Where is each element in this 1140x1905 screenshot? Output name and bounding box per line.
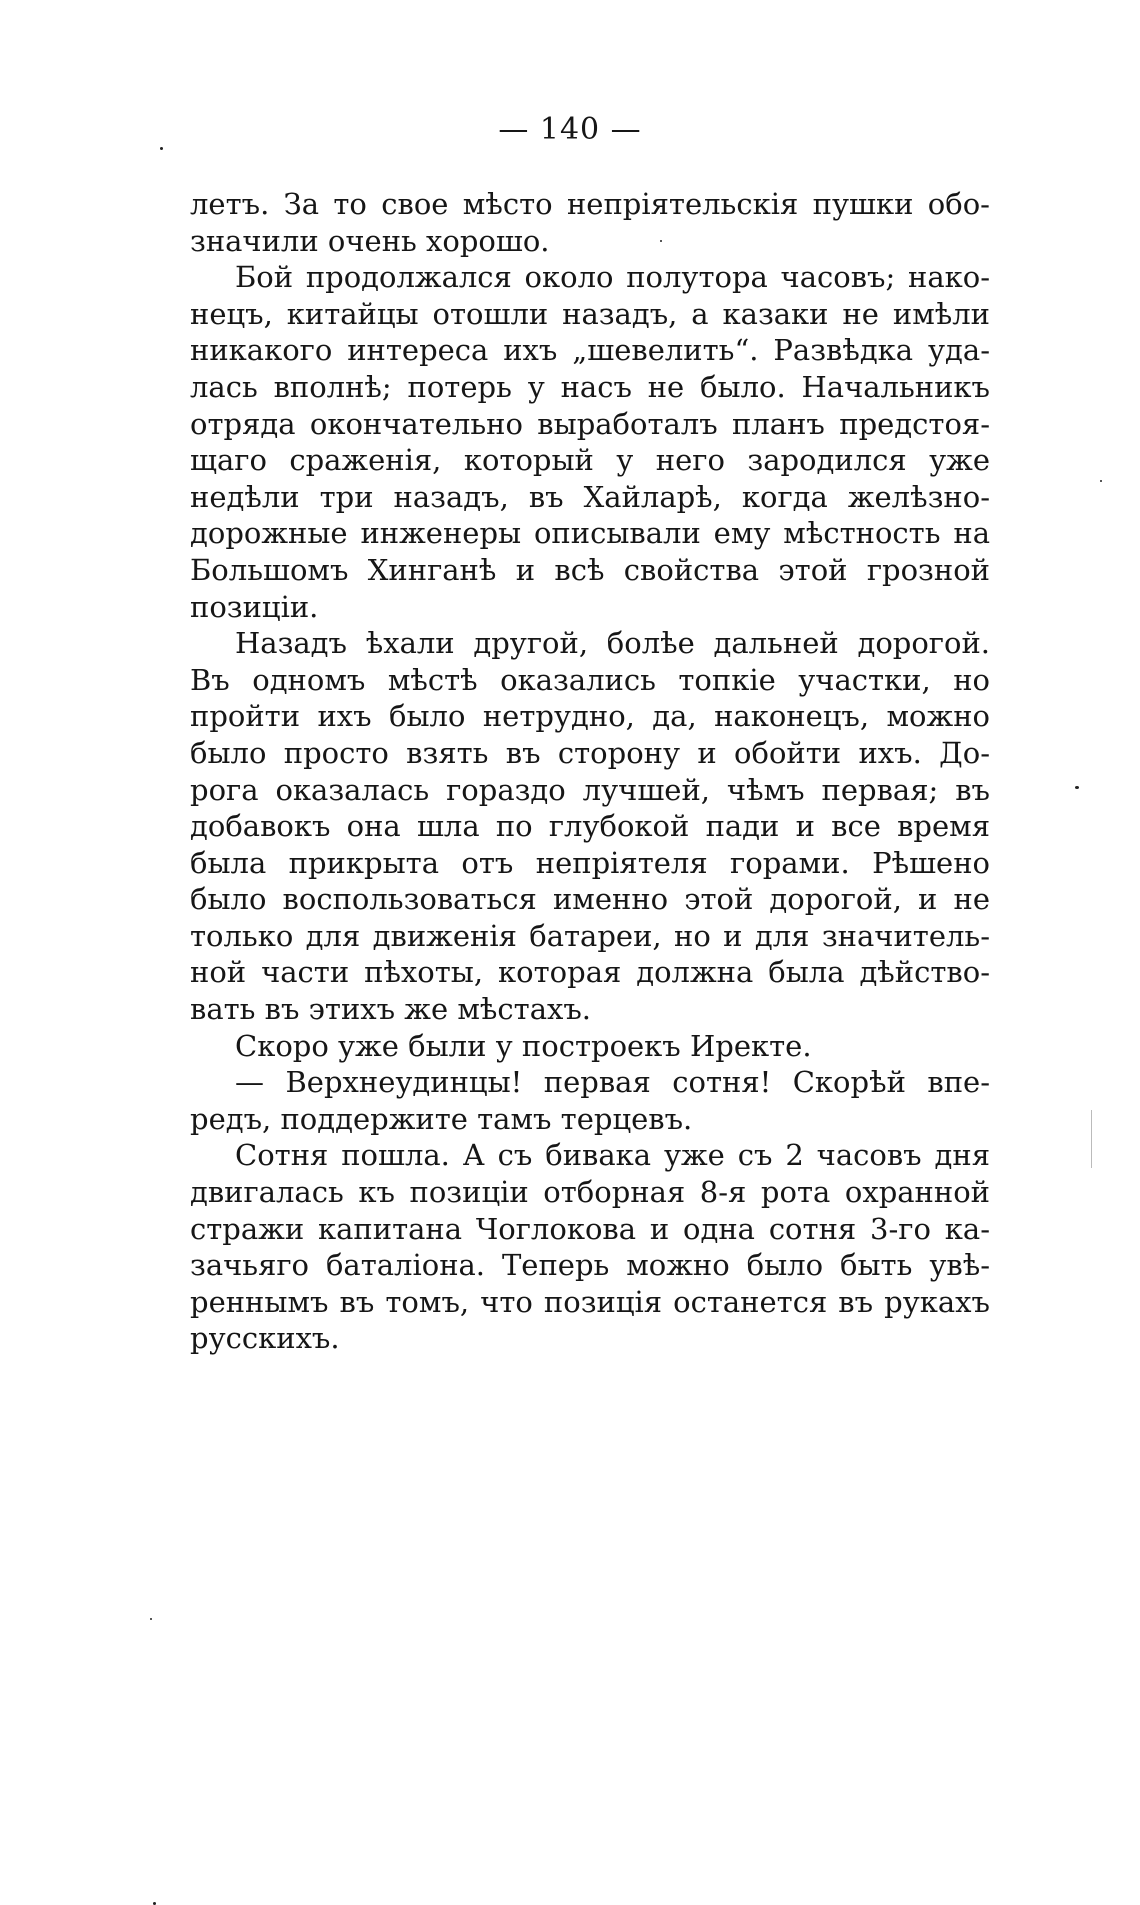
- text-line: — Верхнеудинцы! первая сотня! Скорѣй впе-: [235, 1065, 990, 1100]
- text-line: Сотня пошла. А съ бивака уже съ 2 часовъ дня: [235, 1138, 990, 1173]
- text-line: только для движенія батареи, но и для значитель-: [190, 918, 990, 953]
- scan-speck: [150, 1618, 152, 1620]
- text-line: нецъ, китайцы отошли назадъ, а казаки не имѣли: [190, 296, 990, 331]
- text-line: ной части пѣхоты, которая должна была дѣйство-: [190, 955, 990, 990]
- text-line: добавокъ она шла по глубокой пади и все время: [190, 809, 990, 844]
- scan-edge-mark: [1091, 1110, 1092, 1168]
- text-line: Назадъ ѣхали другой, болѣе дальней дорогой.: [235, 626, 990, 661]
- text-line: зачьяго баталіона. Теперь можно было быть увѣ-: [190, 1248, 990, 1283]
- scan-speck: [1075, 786, 1079, 789]
- scan-speck: [660, 240, 662, 242]
- text-line: дорожные инженеры описывали ему мѣстность на: [190, 516, 990, 551]
- text-line: было просто взять въ сторону и обойти ихъ. До-: [190, 735, 990, 770]
- text-line: двигалась къ позиціи отборная 8-я рота охранной: [190, 1175, 990, 1210]
- text-line: было воспользоваться именно этой дорогой, и не: [190, 882, 990, 917]
- text-line: щаго сраженія, который у него зародился уже: [190, 443, 990, 478]
- text-line: недѣли три назадъ, въ Хайларѣ, когда желѣзно-: [190, 479, 990, 514]
- text-line: Въ одномъ мѣстѣ оказались топкіе участки, но: [190, 662, 990, 697]
- text-line: Бой продолжался около полутора часовъ; нако-: [235, 260, 990, 295]
- text-line: редъ, поддержите тамъ терцевъ.: [190, 1101, 693, 1136]
- text-line: Скоро уже были у построекъ Иректе.: [235, 1028, 812, 1063]
- scan-speck: [160, 147, 163, 150]
- text-line: летъ. За то свое мѣсто непріятельскія пушки обо-: [190, 187, 990, 221]
- text-line: отряда окончательно выработалъ планъ предстоя-: [190, 406, 990, 441]
- text-line: рога оказалась гораздо лучшей, чѣмъ первая; въ: [190, 772, 990, 807]
- text-line: позиціи.: [190, 589, 319, 624]
- text-line: пройти ихъ было нетрудно, да, наконецъ, можно: [190, 699, 990, 734]
- text-line: стражи капитана Чоглокова и одна сотня 3-го ка-: [190, 1211, 990, 1246]
- text-line: никакого интереса ихъ „шевелить“. Развѣдка уда-: [190, 333, 990, 368]
- scan-speck: [1100, 480, 1102, 482]
- text-line: русскихъ.: [190, 1321, 340, 1356]
- text-line: лась вполнѣ; потерь у насъ не было. Начальникъ: [190, 369, 990, 404]
- text-line: вать въ этихъ же мѣстахъ.: [190, 992, 592, 1027]
- text-line: Большомъ Хинганѣ и всѣ свойства этой грозной: [190, 552, 990, 587]
- text-body: [190, 186, 990, 1357]
- text-line: была прикрыта отъ непріятеля горами. Рѣшено: [190, 845, 990, 880]
- page-number: — 140 —: [498, 112, 642, 147]
- text-line: значили очень хорошо.: [190, 223, 550, 258]
- text-line: реннымъ въ томъ, что позиція останется въ рукахъ: [190, 1284, 990, 1319]
